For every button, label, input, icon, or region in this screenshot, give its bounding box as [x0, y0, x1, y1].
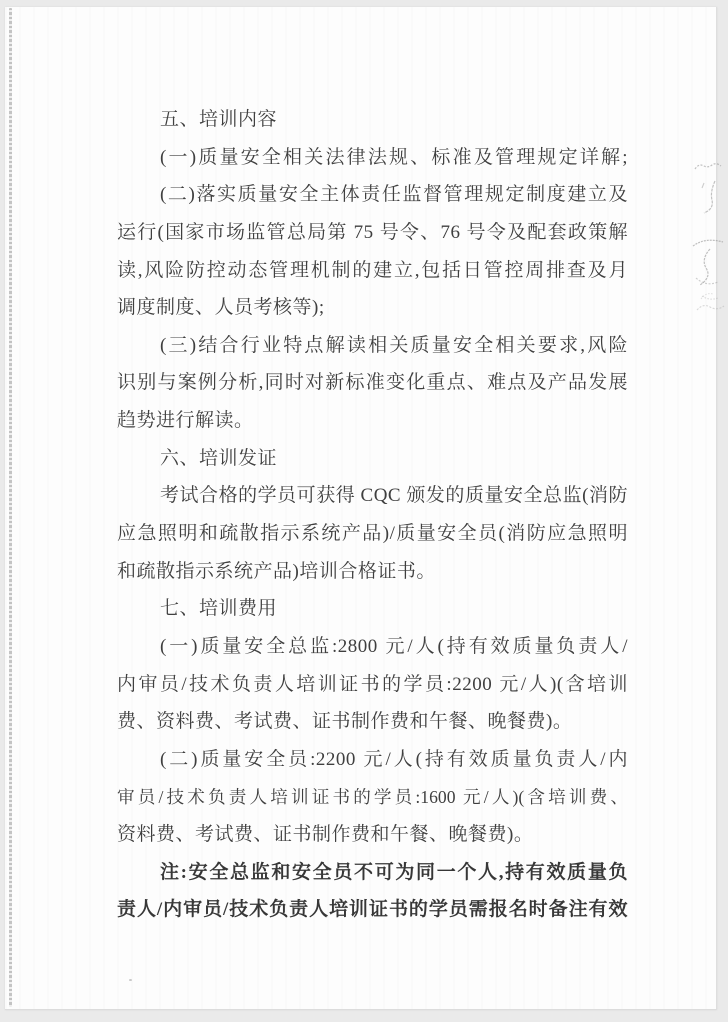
page-edge-shadow: [9, 8, 12, 1007]
text-line: 资料费、考试费、证书制作费和午餐、晚餐费)。: [117, 824, 534, 846]
text-line: (二)落实质量安全主体责任监督管理规定制度建立及: [160, 184, 628, 206]
text-line: 和疏散指示系统产品)培训合格证书。: [117, 560, 436, 582]
heading-training-content: 五、培训内容: [160, 109, 278, 130]
text-line: (一)质量安全相关法律法规、标准及管理规定详解;: [160, 146, 628, 168]
text-line: 审员/技术负责人培训证书的学员:1600 元/人)(含培训费、: [117, 786, 628, 807]
text-line: 运行(国家市场监管总局第 75 号令、76 号令及配套政策解: [117, 221, 628, 243]
text-line: 趋势进行解读。: [117, 410, 254, 432]
document-page: [5, 7, 717, 1010]
note-line: 责人/内审员/技术负责人培训证书的学员需报名时备注有效: [117, 899, 628, 921]
document-body: [117, 101, 628, 929]
text-line: (一)质量安全总监:2800 元/人(持有效质量负责人/: [160, 635, 628, 657]
text-line: (三)结合行业特点解读相关质量安全相关要求,风险: [160, 334, 628, 356]
text-line: 内审员/技术负责人培训证书的学员:2200 元/人)(含培训: [117, 673, 628, 695]
text-line: (二)质量安全员:2200 元/人(持有效质量负责人/内: [160, 748, 628, 770]
text-line: 识别与案例分析,同时对新标准变化重点、难点及产品发展: [117, 372, 628, 394]
text-line: 费、资料费、考试费、证书制作费和午餐、晚餐费)。: [117, 711, 573, 733]
note-line: 注:安全总监和安全员不可为同一个人,持有效质量负: [160, 861, 628, 883]
scan-speck: [129, 979, 132, 981]
heading-training-fees: 七、培训费用: [160, 598, 278, 620]
text-line: 应急照明和疏散指示系统产品)/质量安全员(消防应急照明: [117, 523, 628, 545]
heading-training-certificate: 六、培训发证: [160, 447, 278, 469]
text-line: 考试合格的学员可获得 CQC 颁发的质量安全总监(消防: [160, 485, 628, 507]
text-line: 调度制度、人员考核等);: [117, 297, 325, 319]
text-line: 读,风险防控动态管理机制的建立,包括日管控周排查及月: [117, 259, 628, 281]
